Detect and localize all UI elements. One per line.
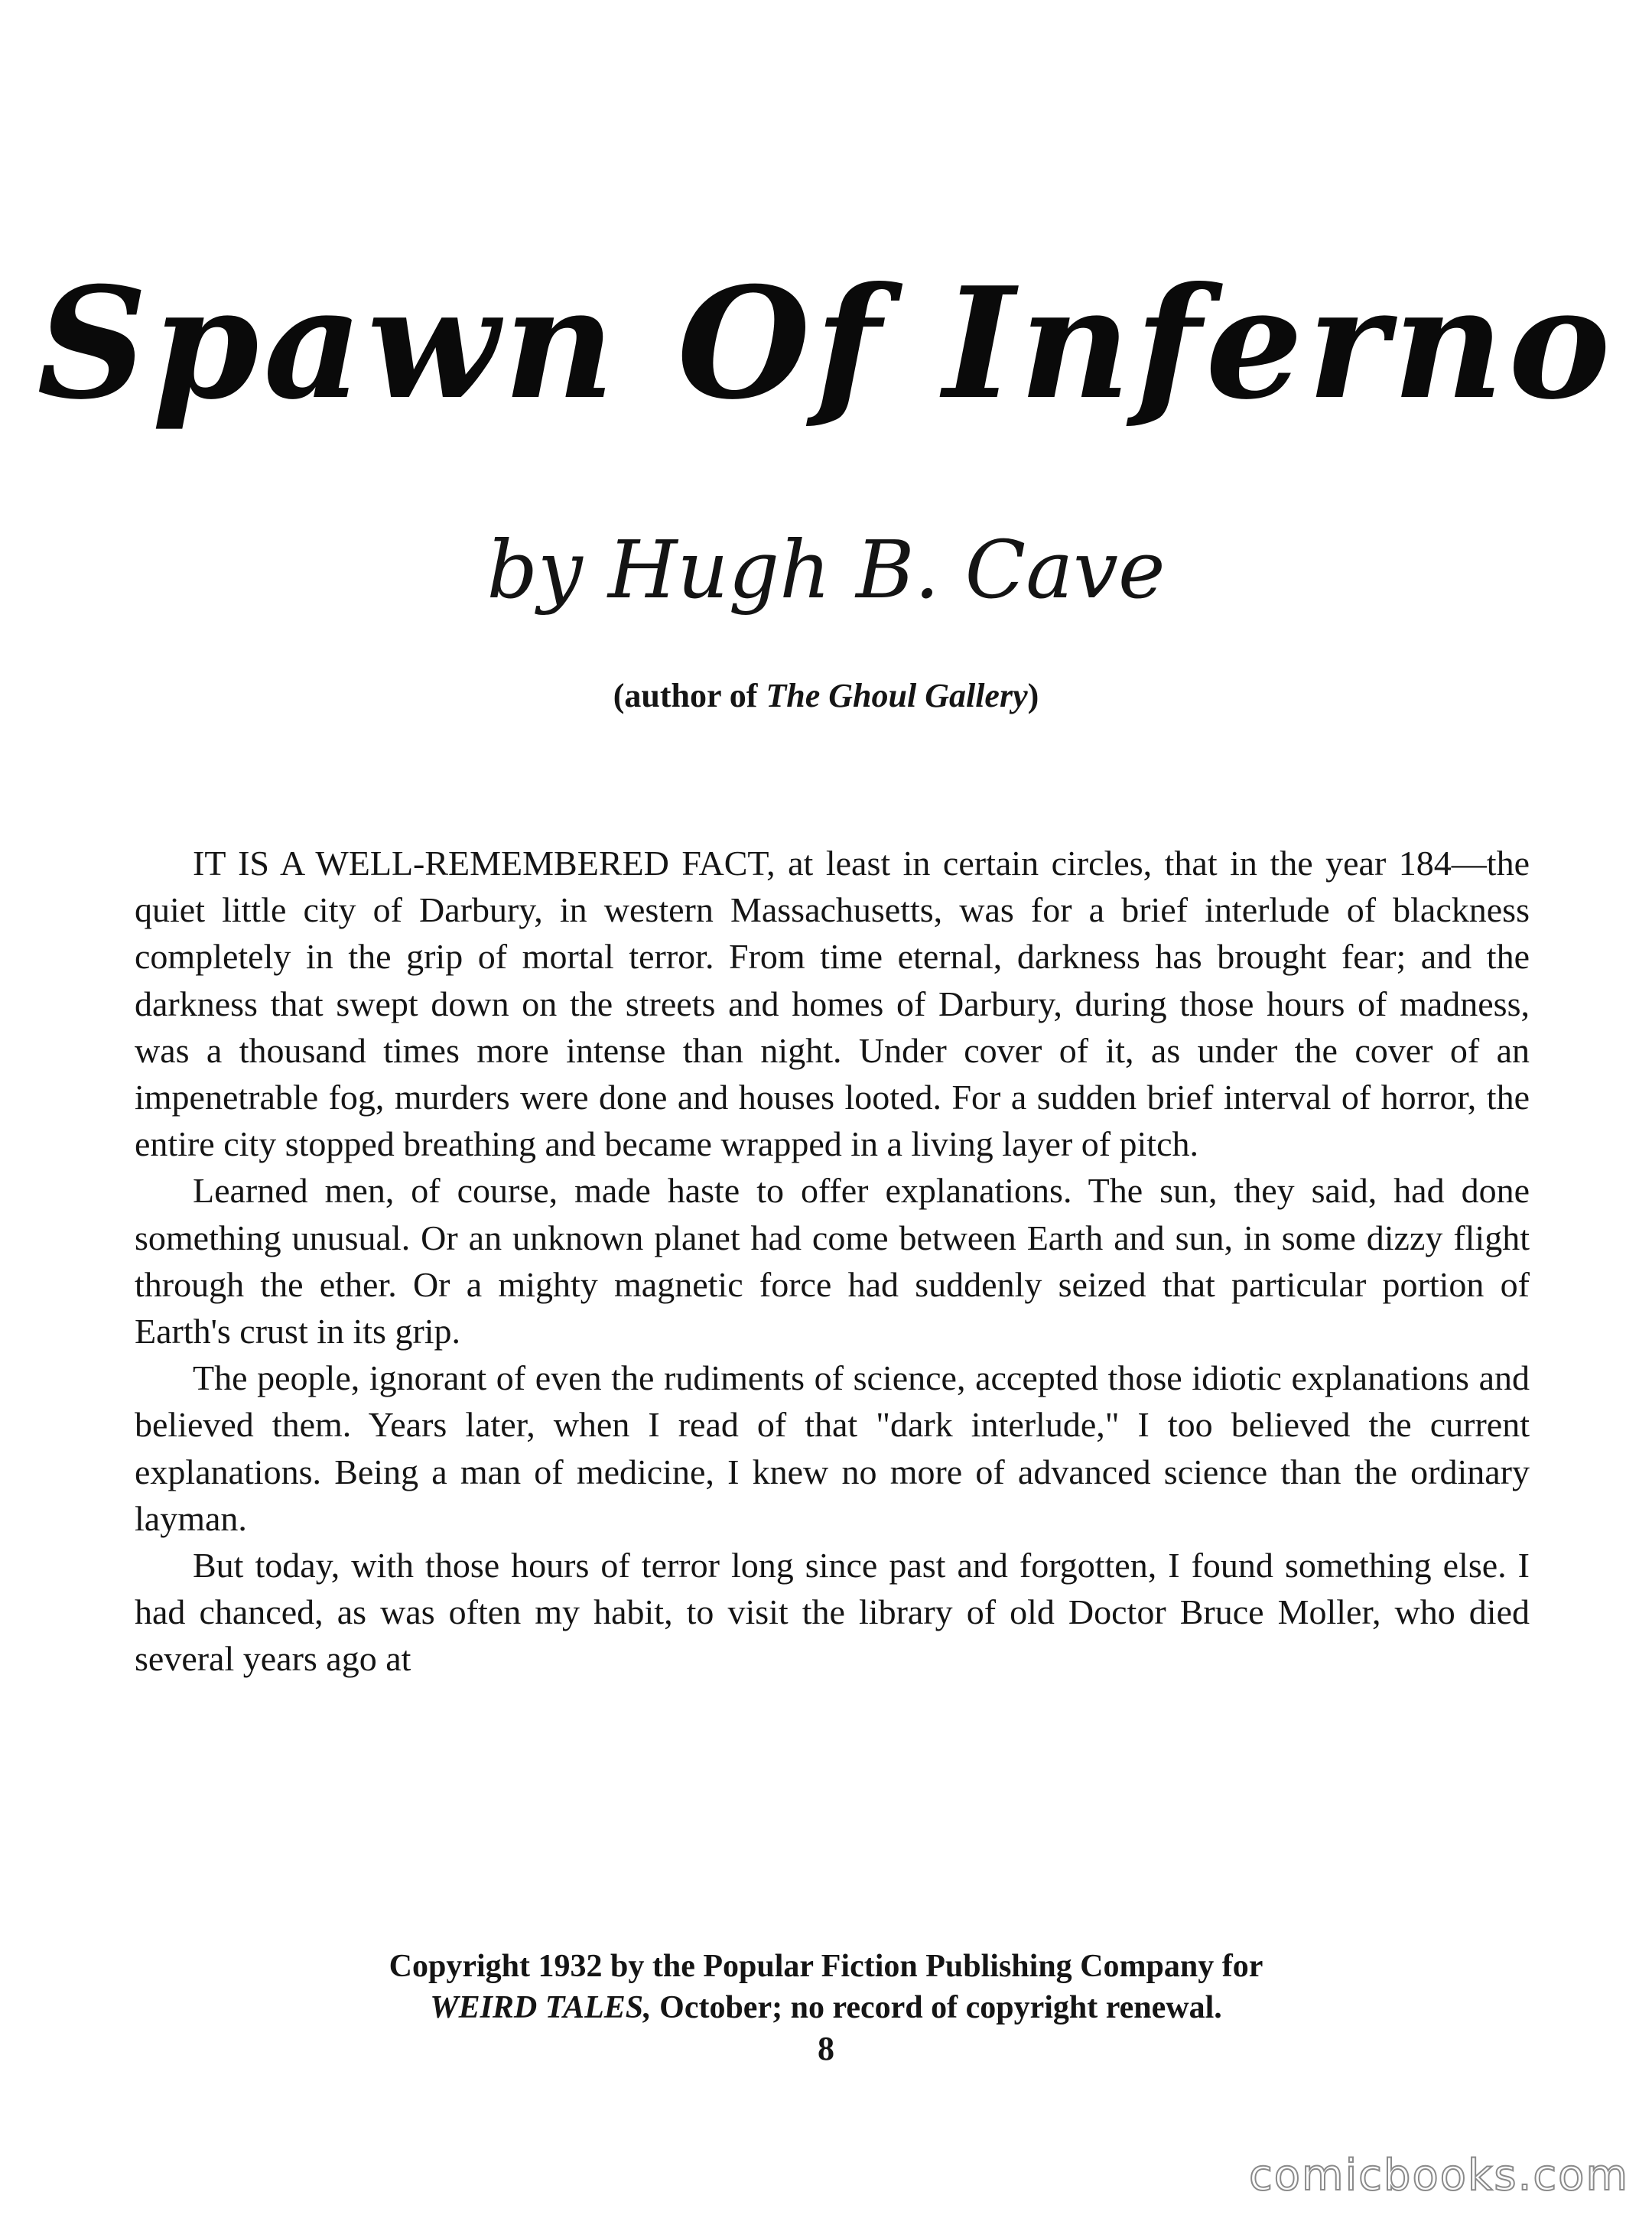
copyright-line-1: Copyright 1932 by the Popular Fiction Publishing Company for	[389, 1949, 1263, 1984]
author-byline: by Hugh B. Cave	[486, 523, 1166, 616]
copyright-line-2	[0, 1987, 1652, 2028]
magazine-name: WEIRD TALES,	[430, 1990, 652, 2025]
body-paragraph: But today, with those hours of terror long since past and forgotten, I found something else. I had chanced, as was often my habit, to visit the library of old Doctor Bruce Moller, who died several years ago at	[135, 1546, 1530, 1679]
author-credit-work: The Ghoul Gallery	[766, 677, 1028, 714]
story-body	[135, 840, 1530, 1683]
copyright-line-2-rest: October; no record of copyright renewal.	[651, 1990, 1222, 2025]
body-paragraph: The people, ignorant of even the rudiments of science, accepted those idiotic explanations and believed them. Years later, when I read of that "dark interlude," I too believed the current explanations. Being a man of medicine, I knew no more of advanced science than the ordinary layman.	[135, 1358, 1530, 1538]
page-number: 8	[818, 2030, 834, 2067]
author-credit	[0, 673, 1652, 719]
body-paragraph: Learned men, of course, made haste to offer explanations. The sun, they said, had done something unusual. Or an unknown planet had come between Earth and sun, in some dizzy flight through the ether. Or a mighty magnetic force had suddenly seized that particular portion of Earth's crust in its grip.	[135, 1171, 1530, 1351]
author-credit-open: (author of	[613, 677, 766, 714]
body-paragraph: IT IS A WELL-REMEMBERED FACT, at least in certain circles, that in the year 184—the quiet little city of Darbury, in western Massachusetts, was for a brief interlude of blackness completely in the grip of mortal terror. From time eternal, darkness has brought fear; and the darkness that swept down on the streets and homes of Darbury, during those hours of madness, was a thousand times more intense than night. Under cover of it, as under the cover of an impenetrable fog, murders were done and houses looted. For a sudden brief interval of horror, the entire city stopped breathing and became wrapped in a living layer of pitch.	[135, 844, 1530, 1164]
copyright-notice	[0, 1946, 1652, 2028]
story-title: Spawn Of Inferno	[37, 254, 1615, 434]
author-credit-close: )	[1027, 677, 1039, 714]
site-watermark: comicbooks.com	[1248, 2151, 1629, 2200]
